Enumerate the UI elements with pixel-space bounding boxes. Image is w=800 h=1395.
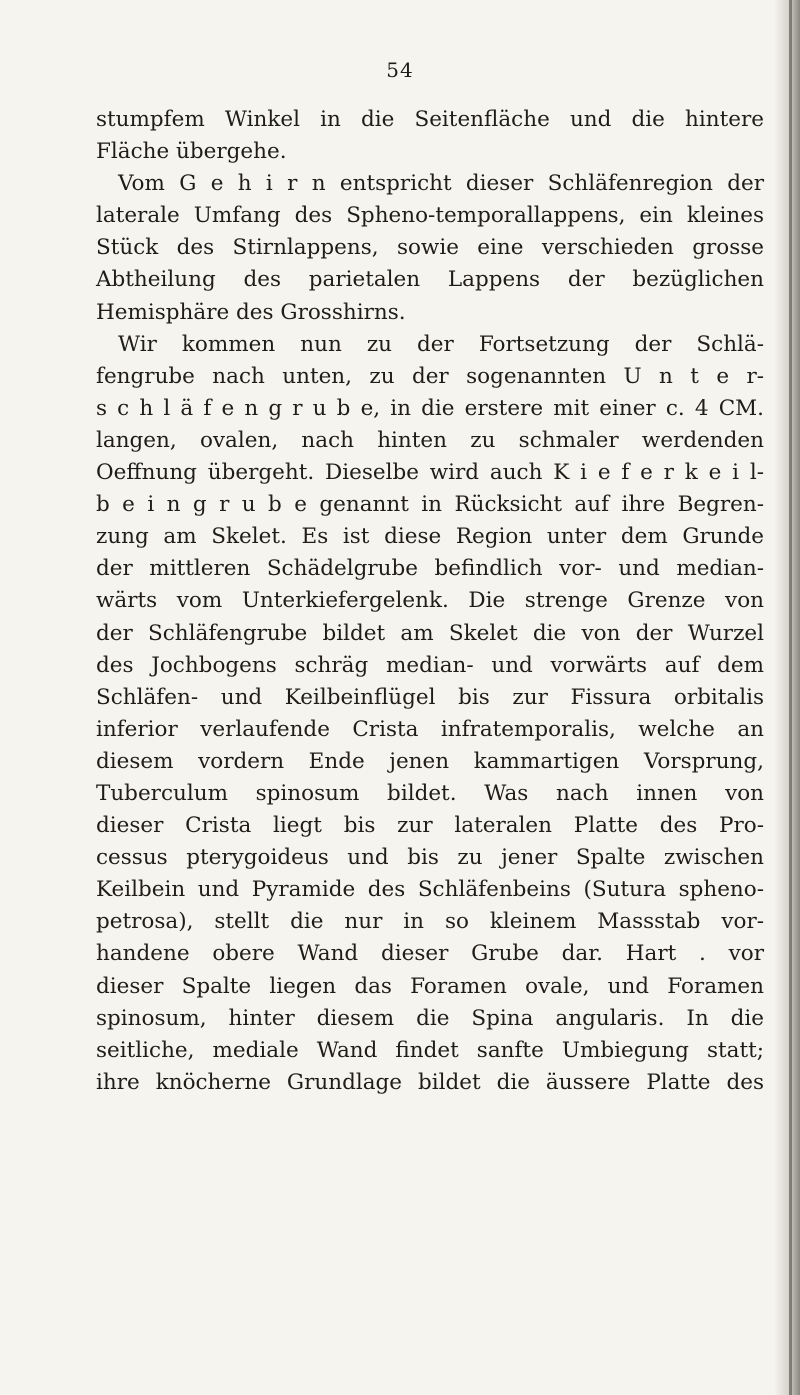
page-edge-line [789,0,792,1395]
text-line: handene obere Wand dieser Grube dar. Hart . vor [96,941,764,967]
text-line: Stück des Stirnlappens, sowie eine verschieden grosse [96,235,764,261]
text-line: der mittleren Schädelgrube befindlich vor- und median- [96,556,764,582]
page-edge-shadow [774,0,800,1395]
text-line: s c h l ä f e n g r u b e, in die erstere mit einer c. 4 CM. [96,395,764,421]
text-line: inferior verlaufende Crista infratemporalis, welche an [96,716,764,742]
text-line: Tuberculum spinosum bildet. Was nach innen von [96,780,764,806]
body-text [96,104,764,1099]
text-line: diesem vordern Ende jenen kammartigen Vorsprung, [96,748,764,774]
text-line: Schläfen- und Keilbeinflügel bis zur Fissura orbitalis [96,684,764,710]
text-line: petrosa), stellt die nur in so kleinem Massstab vor- [96,909,764,935]
text-line: laterale Umfang des Spheno-temporallappens, ein kleines [96,203,764,229]
text-line: cessus pterygoideus und bis zu jener Spalte zwischen [96,845,764,871]
text-line: wärts vom Unterkiefergelenk. Die strenge Grenze von [96,588,764,614]
text-line: Hemisphäre des Grosshirns. [96,299,406,325]
page-number: 54 [386,58,414,82]
text-line: des Jochbogens schräg median- und vorwärts auf dem [96,652,764,678]
text-line: der Schläfengrube bildet am Skelet die von der Wurzel [96,620,764,646]
text-line: b e i n g r u b e genannt in Rücksicht auf ihre Begren- [96,492,764,518]
text-line: seitliche, mediale Wand findet sanfte Umbiegung statt; [96,1037,764,1063]
text-line: stumpfem Winkel in die Seitenfläche und die hintere [96,107,764,132]
text-line: dieser Crista liegt bis zur lateralen Platte des Pro- [96,813,764,839]
text-line: Oeffnung übergeht. Dieselbe wird auch K i e f e r k e i l- [96,460,764,486]
text-line: Fläche übergehe. [96,139,287,165]
text-line: Keilbein und Pyramide des Schläfenbeins (Sutura spheno- [96,877,764,903]
text-line: ihre knöcherne Grundlage bildet die äussere Platte des [96,1069,764,1095]
text-line: Vom G e h i r n entspricht dieser Schläfenregion der [118,171,764,197]
text-line: spinosum, hinter diesem die Spina angularis. In die [96,1005,764,1031]
text-line: langen, ovalen, nach hinten zu schmaler werdenden [96,427,764,453]
text-line: Abtheilung des parietalen Lappens der bezüglichen [96,267,764,293]
text-line: fengrube nach unten, zu der sogenannten U n t e r- [96,363,764,389]
text-line: dieser Spalte liegen das Foramen ovale, und Foramen [96,973,764,999]
text-line: zung am Skelet. Es ist diese Region unter dem Grunde [96,524,764,550]
text-line: Wir kommen nun zu der Fortsetzung der Schlä- [118,331,764,357]
